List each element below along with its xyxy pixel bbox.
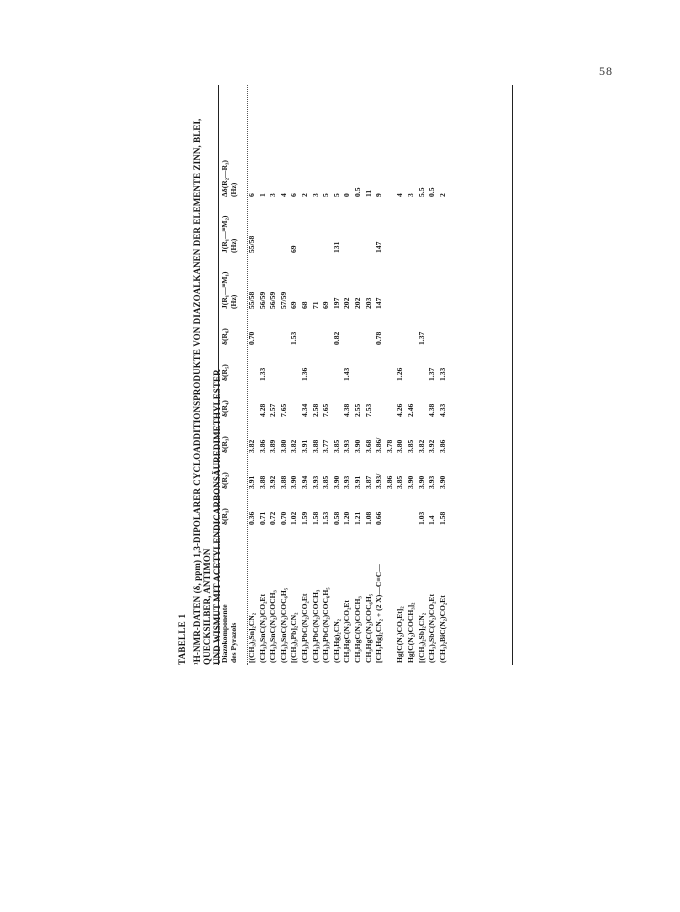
compound-cell: (CH₃)₃SnC(N₂)COCH₃ [268,590,278,663]
value-cell: 4.38 [427,403,437,417]
value-cell: 2 [437,193,447,197]
value-cell: 3.86 [437,439,447,453]
value-cell: 3.89 [268,439,278,453]
value-cell [406,347,417,383]
value-cell [385,125,396,199]
value-cell [427,199,438,255]
table-row [374,125,385,665]
value-cell: 3.93 [427,475,437,489]
value-cell [417,383,428,419]
value-cell: 1 [257,193,267,197]
value-cell: 3.93 [310,475,320,489]
table-body [247,125,448,665]
value-cell: 3.94 [299,475,309,489]
value-cell: 0 [342,193,352,197]
value-cell: 7.53 [363,403,373,417]
value-cell: 3.85 [405,439,415,453]
value-cell [353,347,364,383]
value-cell [417,255,428,311]
value-cell [385,255,396,311]
value-cell: 3.82 [247,439,256,453]
table-row [353,125,364,665]
table-row [289,125,300,665]
value-cell: 3.91 [352,475,362,489]
value-cell: 1.03 [416,511,426,525]
value-cell [364,311,375,347]
column-header: δ(R₃) [220,436,229,453]
value-cell: 55/58 [247,291,256,309]
value-cell: 3.91 [299,439,309,453]
value-cell: 1.26 [395,367,405,381]
value-cell: 71 [310,301,320,309]
value-cell [268,199,279,255]
value-cell: 3.68 [363,439,373,453]
value-cell: 202 [342,297,352,309]
value-cell: 2.46 [405,403,415,417]
value-cell [385,199,396,255]
column-header: δ(R₅) [220,364,229,381]
value-cell: 5.5 [416,187,426,197]
value-cell: 5 [321,193,331,197]
value-cell: 1.33 [437,367,447,381]
value-cell [268,347,279,383]
value-cell: 69 [289,245,299,253]
value-cell: 0.78 [374,331,384,345]
table-row [342,125,353,665]
value-cell: 0.5 [427,187,437,197]
compound-cell: (CH₃)₃PbC(N₂)COCH₃ [310,589,320,663]
value-cell: 0.71 [257,511,267,525]
value-cell [417,347,428,383]
value-cell [353,311,364,347]
value-cell [321,347,332,383]
value-cell: 3.93 [342,439,352,453]
value-cell: 3.88 [278,475,288,489]
value-cell: 69 [289,301,299,309]
value-cell [300,199,311,255]
column-header: Diazokomponente des Pyrazols [220,604,238,663]
value-cell [438,199,449,255]
value-cell [406,199,417,255]
value-cell: 3.82 [289,439,299,453]
value-cell: 3 [405,193,415,197]
value-cell [311,347,322,383]
value-cell: 1.53 [321,511,331,525]
value-cell [300,311,311,347]
value-cell: 203 [363,297,373,309]
value-cell [289,347,300,383]
value-cell [395,311,406,347]
table-row [268,125,279,665]
value-cell [427,311,438,347]
value-cell: 1.58 [310,511,320,525]
table-row [417,125,428,665]
compound-cell: [(CH₃)₂Sb]₂CN₂ [416,612,426,663]
value-cell [417,199,428,255]
value-cell: 4.38 [342,403,352,417]
value-cell [332,383,343,419]
compound-cell: CH₃HgC(N₂)CO₂Et [342,600,352,663]
value-cell: 3.86 [384,475,394,489]
compound-cell: (CH₃)₃SnC(N₂)COC₆H₅ [278,587,288,663]
value-cell [385,383,396,419]
value-cell: 6 [247,193,256,197]
compound-cell: (CH₃)₂BiC(N₂)CO₂Et [437,595,447,663]
value-cell: 1.36 [299,367,309,381]
value-cell: 2.58 [310,403,320,417]
column-header: δ(R₄) [220,400,229,417]
value-cell: 3.90 [437,475,447,489]
value-cell [364,199,375,255]
value-cell: 3.90 [405,475,415,489]
value-cell: 1.02 [289,511,299,525]
value-cell: 131 [331,241,341,253]
page-number: 58 [599,64,613,78]
value-cell: 0.82 [331,331,341,345]
value-cell: 5 [331,193,341,197]
value-cell: 3.86/ [374,437,384,453]
value-cell: 0.5 [352,187,362,197]
value-cell: 1.33 [257,367,267,381]
column-header: J(R₁—ᵐM₂) (Hz) [220,215,238,253]
value-cell: 197 [331,297,341,309]
value-cell [438,311,449,347]
column-header: Δδ(R₂—R₃) (Hz) [220,160,238,197]
value-cell [321,199,332,255]
value-cell: 69 [321,301,331,309]
value-cell [342,311,353,347]
value-cell: 7.65 [278,403,288,417]
compound-cell: CH₃HgC(N₂)COCH₃ [352,596,362,663]
value-cell [289,383,300,419]
value-cell [342,199,353,255]
table-row [427,125,438,665]
value-cell [364,347,375,383]
value-cell [438,255,449,311]
nmr-data-table [220,125,448,665]
compound-cell: Hg[C(N₂)COCH₃]₂ [405,602,415,663]
value-cell: 1.58 [437,511,447,525]
value-cell: 1.37 [416,331,426,345]
value-cell: 3.93 [342,475,352,489]
table-row [258,125,269,665]
value-cell: 3.90 [331,475,341,489]
table-top-rule [218,85,219,665]
value-cell [279,347,290,383]
value-cell: 3.86 [257,439,267,453]
value-cell [374,347,385,383]
table-row [406,125,417,665]
value-cell: 2 [299,193,309,197]
value-cell: 3.91 [247,475,256,489]
value-cell [311,199,322,255]
value-cell [374,383,385,419]
value-cell: 11 [363,189,373,197]
value-cell [279,199,290,255]
value-cell [321,311,332,347]
value-cell: 3.80 [395,439,405,453]
value-cell: 3.92 [427,439,437,453]
compound-cell: [(CH₃)₃Sn]₂CN₂ [247,612,256,663]
value-cell [385,491,396,527]
value-cell: 56/59 [268,291,278,309]
value-cell [395,491,406,527]
value-cell: 1.20 [342,511,352,525]
value-cell: 7.65 [321,403,331,417]
value-cell: 2.57 [268,403,278,417]
value-cell: 3.85 [395,475,405,489]
value-cell: 3 [268,193,278,197]
table-header-row [220,125,247,665]
value-cell [332,347,343,383]
value-cell: 56/59 [257,291,267,309]
value-cell: 0.58 [331,511,341,525]
table-row [395,125,406,665]
value-cell: 3.90 [352,439,362,453]
value-cell [353,199,364,255]
value-cell [268,311,279,347]
table-row [332,125,343,665]
value-cell: 9 [374,193,384,197]
value-cell: 4.34 [299,403,309,417]
compound-cell: (CH₃)₂SbC(N₂)CO₂Et [427,593,437,663]
value-cell: 4.26 [395,403,405,417]
value-cell [427,255,438,311]
compound-cell: (CH₃)₃PbC(N₂)CO₂Et [299,593,309,663]
value-cell: 1.21 [352,511,362,525]
value-cell: 3.78 [384,439,394,453]
value-cell [247,347,258,383]
compound-cell [385,527,396,665]
column-header: J(R₁—ᵐM₁) (Hz) [220,271,238,309]
value-cell [395,199,406,255]
value-cell: 1.53 [289,331,299,345]
table-row [279,125,290,665]
value-cell [311,311,322,347]
compound-cell: (CH₃Hg)₂CN₂ [331,619,341,663]
value-cell: 6 [289,193,299,197]
value-cell: 3.85 [321,475,331,489]
value-cell: 3.87 [363,475,373,489]
value-cell [279,311,290,347]
table-bottom-rule [512,85,513,665]
table-row [438,125,449,665]
value-cell: 4 [278,193,288,197]
compound-cell: [CH₃Hg]₂CN₂ + (2 X)—C≡C— [374,564,384,663]
value-cell: 3.77 [321,439,331,453]
value-cell: 68 [299,301,309,309]
table-row [321,125,332,665]
value-cell [258,311,269,347]
value-cell: 147 [374,241,384,253]
value-cell [395,255,406,311]
value-cell: 3.88 [310,439,320,453]
table-row [300,125,311,665]
table-row [247,125,258,665]
value-cell: 55/58 [247,235,256,253]
value-cell [406,255,417,311]
value-cell: 2.55 [352,403,362,417]
value-cell [258,199,269,255]
value-cell [247,383,258,419]
compound-cell: [(CH₃)₃Pb]₂CN₂ [289,612,299,663]
value-cell: 3.90 [289,475,299,489]
table-row [364,125,375,665]
column-header: δ(R₂) [220,472,229,489]
compound-cell: (CH₃)₃SnC(N₂)CO₂Et [257,593,267,663]
column-header: δ(R₁) [220,508,229,525]
value-cell: 0.72 [268,511,278,525]
value-cell: 1.59 [299,511,309,525]
compound-cell: Hg[C(N₂)CO₂Et]₂ [395,606,405,663]
value-cell: 3.85 [331,439,341,453]
compound-cell: CH₃HgC(N₂)COC₆H₅ [363,593,373,663]
value-cell: 1.4 [427,515,437,525]
value-cell: 3 [310,193,320,197]
value-cell: 4 [395,193,405,197]
compound-cell: (CH₃)₃PbC(N₂)COC₆H₅ [321,587,331,663]
value-cell: 1.37 [427,367,437,381]
value-cell: 57/59 [278,291,288,309]
value-cell: 0.70 [247,331,256,345]
value-cell [406,311,417,347]
value-cell: 3.93/ [374,473,384,489]
value-cell: 3.80 [278,439,288,453]
value-cell: 3.82 [416,439,426,453]
table-row [311,125,322,665]
value-cell: 1.08 [363,511,373,525]
value-cell [385,347,396,383]
value-cell: 3.92 [268,475,278,489]
table-caption: ¹H-NMR-DATEN (δ, ppm) 1,3-DIPOLARER CYCLOADDITIONSPRODUKTE VON DIAZOALKANEN DER ELEMENTE ZINN, BLEI, QUECKSILBER, ANTIMON UND WISMUT MIT ACETYLENDICARBONSÄUREDIMETHYLESTER [192,118,222,665]
value-cell [385,311,396,347]
value-cell: 3.90 [416,475,426,489]
value-cell: 4.33 [437,403,447,417]
value-cell: 4.28 [257,403,267,417]
value-cell: 0.66 [374,511,384,525]
rotated-table-page [175,85,520,665]
value-cell: 202 [352,297,362,309]
column-header: δ(R₆) [220,328,229,345]
value-cell: 0.70 [278,511,288,525]
table-row [385,125,396,665]
value-cell: 147 [374,297,384,309]
value-cell: 0.36 [247,511,256,525]
value-cell: 1.43 [342,367,352,381]
value-cell: 3.88 [257,475,267,489]
table-label: TABELLE 1 [177,613,187,665]
value-cell [406,491,417,527]
